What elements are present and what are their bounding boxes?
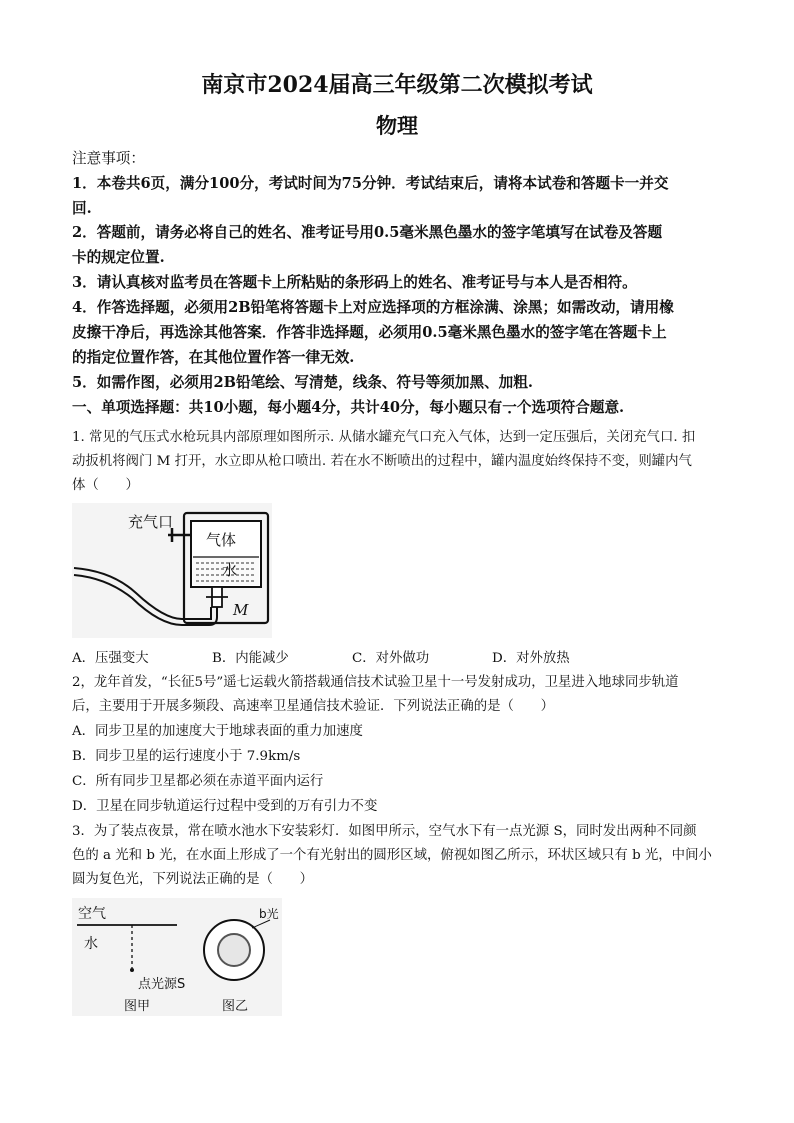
light-source-diagram xyxy=(72,898,282,1016)
notice-line: 卡的规定位置. xyxy=(72,249,165,266)
emphasis-char: 有 xyxy=(487,399,503,416)
q2-option-d: D．卫星在同步轨道运行过程中受到的万有引力不变 xyxy=(72,799,378,814)
b-light-label: b光 xyxy=(259,907,279,921)
source-label: 点光源S xyxy=(138,977,186,992)
gas-label: 气体 xyxy=(206,531,237,549)
q2-option-a: A．同步卫星的加速度大于地球表面的重力加速度 xyxy=(72,724,363,739)
q3-line: 色的 a 光和 b 光，在水面上形成了一个有光射出的圆形区域，俯视如图乙所示，环状区域只有 b 光，中间小 xyxy=(72,848,712,863)
q2-line: 2，龙年首发，“长征5号”遥七运载火箭搭载通信技术试验卫星十一号发射成功，卫星进入地球同步轨道 xyxy=(72,675,679,690)
notice-line: 2．答题前，请务必将自己的姓名、准考证号用0.5毫米黑色墨水的签字笔填写在试卷及答题 xyxy=(72,224,663,241)
q3-line: 3．为了装点夜景，常在喷水池水下安装彩灯．如图甲所示，空气水下有一点光源 S，同时发出两种不同颜 xyxy=(72,824,697,839)
water-label: 水 xyxy=(84,936,98,952)
section-suffix: 选项符合题意. xyxy=(531,399,625,416)
q2-option-c: C．所有同步卫星都必须在赤道平面内运行 xyxy=(72,774,324,789)
fig-a-label: 图甲 xyxy=(124,999,151,1014)
q1-options xyxy=(72,647,732,670)
q1-option-d: D．对外放热 xyxy=(492,651,570,666)
q1-line: 动扳机将阀门 M 打开，水立即从枪口喷出. 若在水不断喷出的过程中，罐内温度始终保持不变，则罐内气 xyxy=(72,454,692,469)
water-label: 水 xyxy=(222,561,238,579)
inlet-label: 充气口 xyxy=(128,513,174,531)
notice-line: 5．如需作图，必须用2B铅笔绘、写清楚，线条、符号等须加黑、加粗. xyxy=(72,374,533,391)
notice-line: 的指定位置作答，在其他位置作答一律无效. xyxy=(72,349,355,366)
emphasis-char: 只 xyxy=(473,399,488,416)
q1-line: 体（ ） xyxy=(72,478,139,493)
notice-line: 皮擦干净后，再选涂其他答案．作答非选择题，必须用0.5毫米黑色墨水的签字笔在答题卡上 xyxy=(72,324,667,341)
q2-line: 后，主要用于开展多频段、高速率卫星通信技术验证．下列说法正确的是（ ） xyxy=(72,699,555,714)
q1-option-c: C．对外做功 xyxy=(352,651,430,666)
q1-option-a: A．压强变大 xyxy=(72,651,149,666)
q1-line: 1. 常见的气压式水枪玩具内部原理如图所示. 从储水罐充气口充入气体，达到一定压强后，关闭充气口. 扣 xyxy=(72,430,696,445)
air-label: 空气 xyxy=(78,906,106,922)
section-prefix: 一、单项选择题：共10小题，每小题4分，共计40分，每小题 xyxy=(72,399,474,416)
q2-option-b: B．同步卫星的运行速度小于 7.9km/s xyxy=(72,749,301,764)
section-heading xyxy=(72,395,732,421)
emphasis-char: 个 xyxy=(516,399,532,416)
notice-heading: 注意事项： xyxy=(72,150,145,167)
water-gun-diagram xyxy=(72,503,272,638)
fig-b-label: 图乙 xyxy=(222,999,249,1014)
notice-line: 3．请认真核对监考员在答题卡上所粘贴的条形码上的姓名、准考证号与本人是否相符。 xyxy=(72,274,637,291)
q3-line: 圆为复色光，下列说法正确的是（ ） xyxy=(72,872,314,887)
emphasis-char: 一 xyxy=(502,399,517,416)
notice-line: 4．作答选择题，必须用2B铅笔将答题卡上对应选择项的方框涂满、涂黑；如需改动，请用橡 xyxy=(72,299,674,316)
q1-option-b: B．内能减少 xyxy=(212,651,289,666)
notice-line: 回. xyxy=(72,200,92,217)
valve-label: M xyxy=(233,601,249,619)
page-title: 南京市2024届高三年级第二次模拟考试 xyxy=(201,72,593,98)
notice-line: 1．本卷共6页，满分100分，考试时间为75分钟．考试结束后，请将本试卷和答题卡一并交 xyxy=(72,175,669,192)
subject-title: 物理 xyxy=(376,113,418,138)
